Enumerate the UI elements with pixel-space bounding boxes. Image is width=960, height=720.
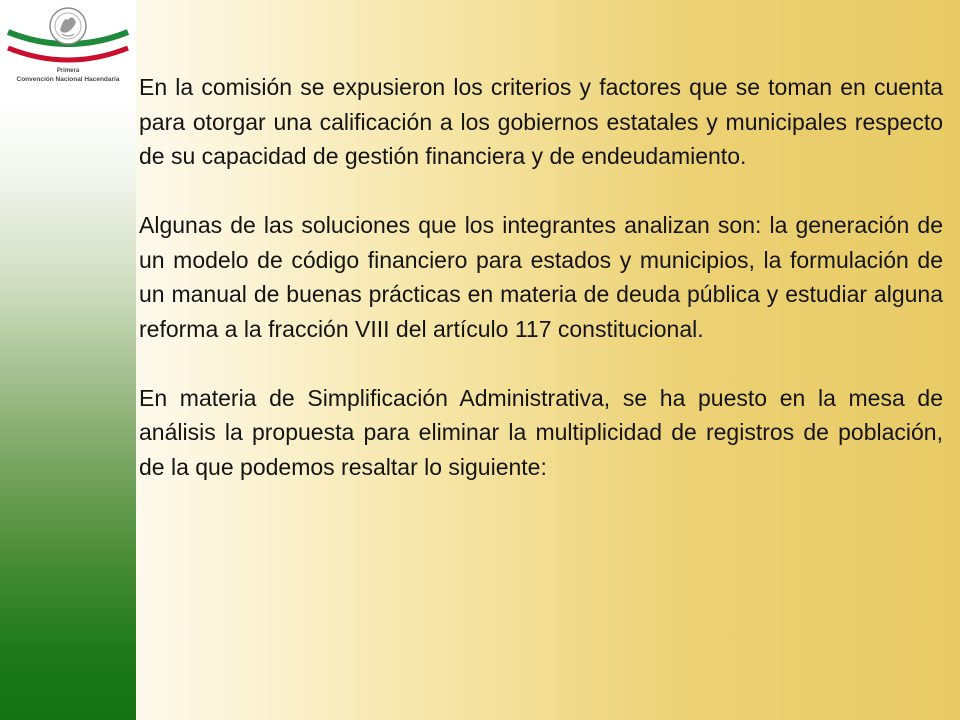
logo-caption-convention: Convención Nacional Hacendaria (16, 76, 120, 83)
side-gradient-band (0, 0, 136, 720)
convention-logo (2, 2, 134, 90)
paragraph-2: Algunas de las soluciones que los integrantes analizan son: la generación de un modelo de código financiero para estados y municipios, la formulación de un manual de buenas prácticas en materia de deuda pública y estudiar alguna reforma a la fracción VIII del artículo 117 constitucional. (139, 212, 943, 342)
mexican-eagle-seal-icon (2, 2, 134, 68)
logo-caption-primera: Primera (56, 68, 80, 74)
slide-body-text (139, 70, 943, 519)
paragraph-3: En materia de Simplificación Administrativa, se ha puesto en la mesa de análisis la propuesta para eliminar la multiplicidad de registros de población, de la que podemos resaltar lo siguiente: (139, 384, 943, 480)
paragraph-1: En la comisión se expusieron los criterios y factores que se toman en cuenta para otorgar una calificación a los gobiernos estatales y municipales respecto de su capacidad de gestión financiera y de endeudamiento. (139, 74, 943, 169)
